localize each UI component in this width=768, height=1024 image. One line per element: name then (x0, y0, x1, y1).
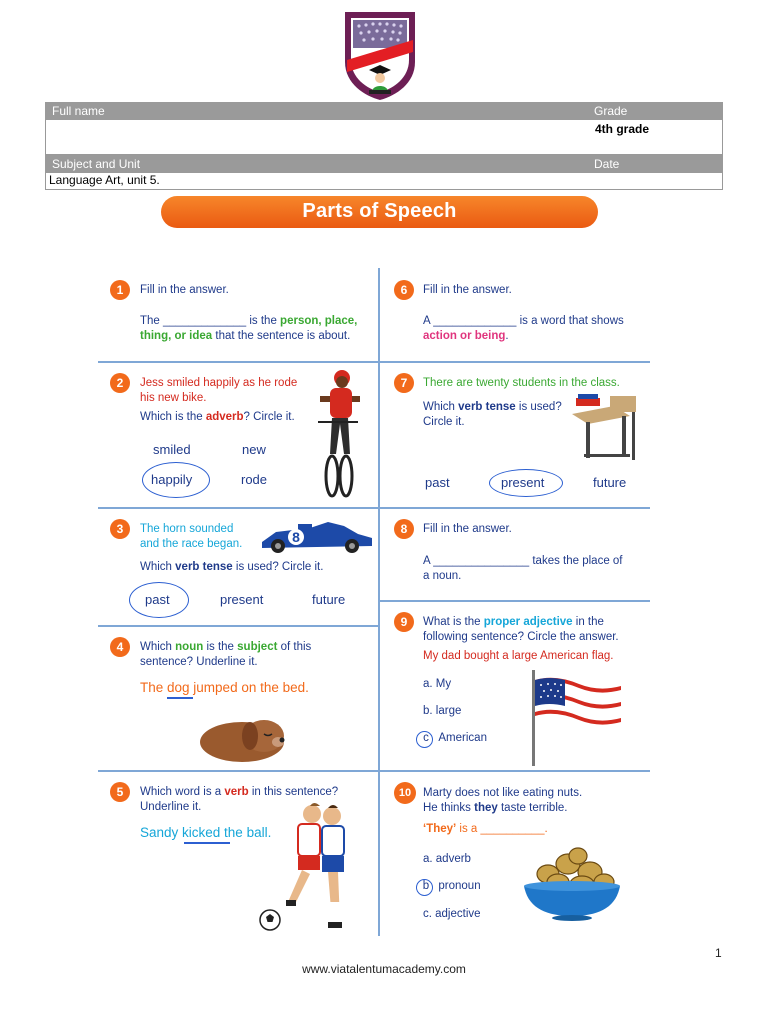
option-letter: b (422, 880, 430, 892)
subject-date-row (45, 173, 723, 190)
page-number: 1 (715, 946, 722, 960)
grade-label: Grade (594, 104, 628, 118)
q6-highlight: action or being (423, 330, 506, 342)
q5-sentence (140, 825, 271, 840)
q8-sentence (423, 554, 651, 584)
q10-text: Marty does not like eating nuts. (423, 787, 583, 799)
answer-circle (416, 879, 433, 896)
row-divider (98, 625, 378, 627)
full-name-label: Full name (52, 104, 105, 118)
q4-keyword: subject (237, 641, 278, 653)
q9-keyword: proper adjective (483, 616, 573, 628)
q4-sentence (140, 680, 309, 695)
q10-text: He thinks (423, 802, 475, 814)
question-number: 1 (110, 280, 130, 300)
q2-sentence (140, 376, 297, 406)
soccer-kids-illustration (258, 802, 376, 936)
question-number: 3 (110, 519, 130, 539)
q4-text: sentence? Underline it. (140, 656, 258, 668)
q5-text: the ball. (220, 825, 272, 840)
q9-text: in the (572, 616, 604, 628)
option-adverb: a. adverb (423, 853, 471, 865)
option-past: past (425, 475, 450, 490)
q9-sentence: My dad bought a large American flag. (423, 650, 614, 662)
subject-label: Subject and Unit (52, 157, 141, 171)
q5-text: Sandy (140, 825, 183, 840)
q6-text: . (505, 330, 509, 342)
q5-text: Underline it. (140, 801, 202, 813)
q6-sentence (423, 314, 651, 344)
q2-text: Which is the (140, 411, 206, 423)
option-rode: rode (241, 472, 268, 487)
question-number: 2 (110, 373, 130, 393)
q1-highlight: thing, or idea (140, 330, 213, 342)
q4-text: is the (203, 641, 238, 653)
q2-text: ? Circle it. (243, 411, 295, 423)
q1-text: that the sentence is about. (212, 330, 351, 342)
q2-keyword: adverb (205, 411, 244, 423)
race-car-illustration (258, 520, 374, 554)
q5-answer-word: kicked (182, 825, 221, 840)
q1-sentence (140, 314, 375, 344)
q5-keyword: verb (224, 786, 249, 798)
question-number: 7 (394, 373, 414, 393)
q4-text: of this (277, 641, 312, 653)
q10-question (423, 822, 548, 837)
option-smiled: smiled (153, 442, 191, 457)
answer-underline (184, 842, 230, 844)
q5-text: Which word is a (140, 786, 225, 798)
q6-instruction: Fill in the answer. (423, 284, 512, 296)
option-text: pronoun (438, 880, 481, 892)
q4-question (140, 640, 311, 670)
q10-text: taste terrible. (497, 802, 568, 814)
column-divider (378, 268, 380, 936)
nuts-bowl-illustration (520, 846, 624, 922)
subject-value: Language Art, unit 5. (49, 173, 160, 187)
option-new: new (242, 442, 266, 457)
header-table (45, 102, 723, 190)
school-desk-illustration (570, 392, 642, 466)
q3-keyword: verb tense (175, 561, 233, 573)
option-letter: c (423, 732, 429, 744)
header-bar-name (45, 102, 723, 120)
q7-text: Which (423, 401, 459, 413)
q3-text: Which (140, 561, 176, 573)
option-future: future (593, 475, 627, 490)
q3-question (140, 560, 323, 575)
q3-text: is used? Circle it. (232, 561, 324, 573)
q10-sentence (423, 786, 582, 816)
q4-text: The (140, 680, 168, 695)
row-divider (380, 600, 650, 602)
boy-bike-illustration (314, 368, 364, 500)
option-past: past (145, 592, 170, 607)
option-present: present (220, 592, 264, 607)
q7-question (423, 400, 562, 430)
q9-text: What is the (423, 616, 484, 628)
q1-instruction: Fill in the answer. (140, 284, 229, 296)
answer-underline (167, 697, 193, 699)
q7-keyword: verb tense (458, 401, 516, 413)
american-flag-illustration (526, 670, 624, 766)
q4-keyword: noun (175, 641, 204, 653)
q8-text: a noun. (423, 570, 462, 582)
q7-sentence: There are twenty students in the class. (423, 377, 620, 389)
option-my: a. My (423, 678, 452, 690)
q4-text: jumped on the bed. (189, 680, 309, 695)
academy-logo (343, 10, 417, 102)
answer-circle (129, 582, 189, 618)
q8-instruction: Fill in the answer. (423, 523, 512, 535)
q3-sentence (140, 522, 242, 552)
q3-sentence-line: and the race began. (140, 538, 243, 550)
question-number: 4 (110, 637, 130, 657)
q9-text: following sentence? Circle the answer. (423, 631, 619, 643)
row-divider (380, 507, 650, 509)
answer-circle (416, 731, 433, 748)
worksheet (98, 258, 653, 936)
row-divider (98, 361, 378, 363)
footer-url[interactable]: www.viatalentumacademy.com (302, 962, 466, 976)
worksheet-title: Parts of Speech (161, 196, 598, 228)
option-large: b. large (423, 705, 462, 717)
q10-keyword: they (474, 802, 498, 814)
q10-text: is a __________. (456, 823, 548, 835)
name-grade-row (45, 120, 723, 155)
q2-question (140, 410, 295, 425)
q1-highlight: person, place, (280, 315, 358, 327)
answer-circle (142, 462, 210, 498)
row-divider (98, 507, 378, 509)
header-bar-subject (45, 155, 723, 173)
q2-sentence-line: Jess smiled happily as he rode (140, 377, 298, 389)
row-divider (380, 770, 650, 772)
question-number: 9 (394, 612, 414, 632)
q3-sentence-line: The horn sounded (140, 523, 234, 535)
q2-sentence-line: his new bike. (140, 392, 207, 404)
option-present: present (501, 475, 545, 490)
option-future: future (312, 592, 346, 607)
dog-illustration (198, 706, 290, 764)
question-number: 5 (110, 782, 130, 802)
q6-text: A _____________ is a word that shows (423, 315, 624, 327)
q5-text: in this sentence? (248, 786, 339, 798)
q10-keyword: ‘They’ (423, 823, 457, 835)
q8-text: A _______________ takes the place of (423, 555, 623, 567)
q7-text: is used? (515, 401, 562, 413)
option-adjective: c. adjective (423, 908, 481, 920)
row-divider (98, 770, 378, 772)
q9-question (423, 615, 619, 645)
date-label: Date (594, 157, 620, 171)
question-number: 10 (394, 782, 416, 804)
q4-answer-word: dog (167, 680, 190, 695)
answer-circle (489, 469, 563, 497)
q1-text: The _____________ is the (140, 315, 281, 327)
option-happily: happily (151, 472, 193, 487)
row-divider (380, 361, 650, 363)
grade-value: 4th grade (595, 122, 650, 136)
question-number: 8 (394, 519, 414, 539)
q4-text: Which (140, 641, 176, 653)
q7-text: Circle it. (423, 416, 465, 428)
question-number: 6 (394, 280, 414, 300)
option-text: American (438, 732, 487, 744)
car-number: 8 (292, 529, 300, 545)
